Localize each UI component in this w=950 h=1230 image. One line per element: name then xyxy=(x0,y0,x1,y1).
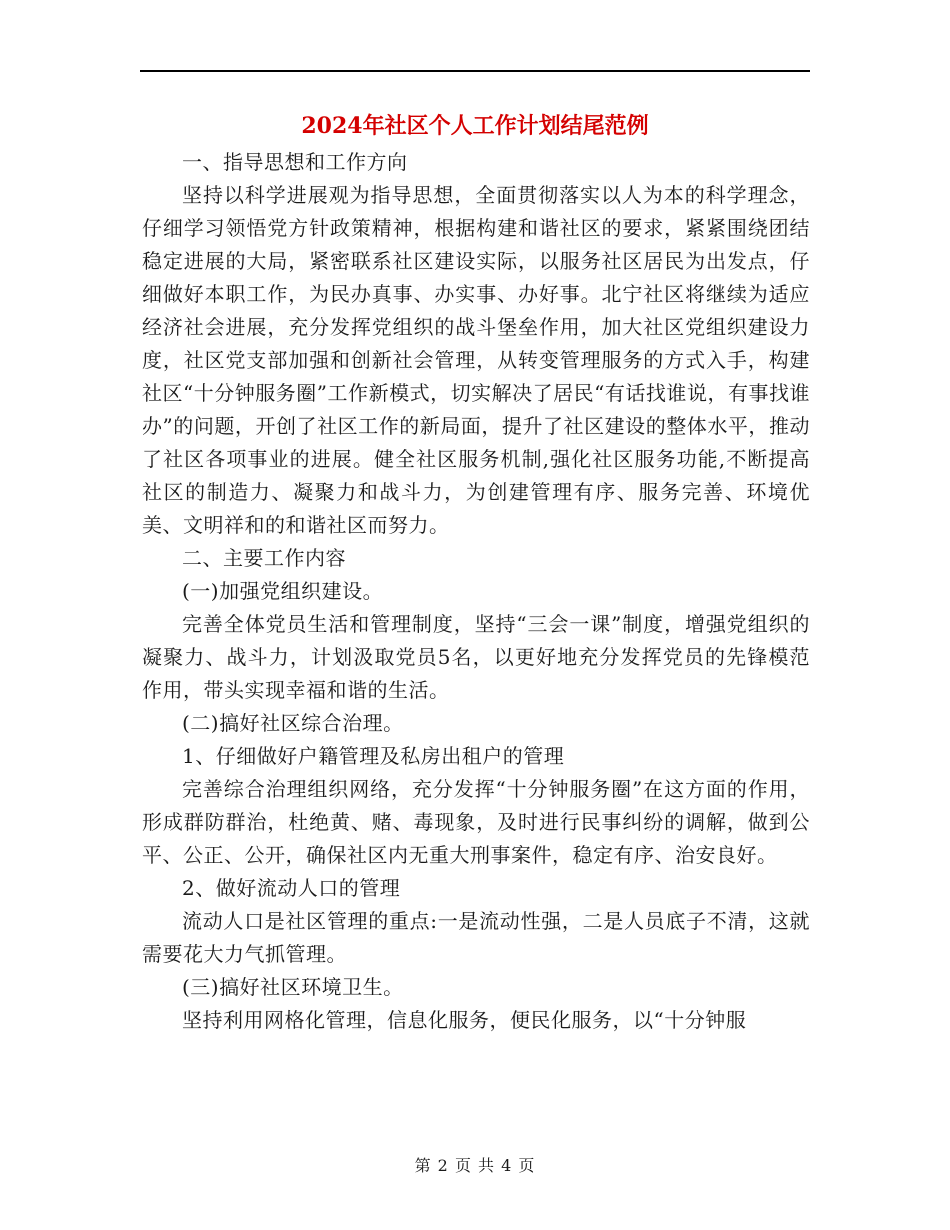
section-heading: 一、指导思想和工作方向 xyxy=(182,150,408,174)
subsection-heading: (二)搞好社区综合治理。 xyxy=(182,711,404,735)
document-title: 2024年社区个人工作计划结尾范例 xyxy=(301,113,649,139)
document-body xyxy=(142,146,810,1037)
body-paragraph: 完善全体党员生活和管理制度，坚持“三会一课”制度，增强党组织的凝聚力、战斗力，计划汲取党员5名，以更好地充分发挥党员的先锋模范作用，带头实现幸福和谐的生活。 xyxy=(142,612,810,702)
subsection-heading: (一)加强党组织建设。 xyxy=(182,579,384,603)
body-paragraph: 流动人口是社区管理的重点:一是流动性强，二是人员底子不清，这就需要花大力气抓管理。 xyxy=(142,909,810,966)
item-heading: 2、做好流动人口的管理 xyxy=(182,876,401,900)
section-heading: 二、主要工作内容 xyxy=(182,546,346,570)
body-paragraph: 坚持以科学进展观为指导思想，全面贯彻落实以人为本的科学理念，仔细学习领悟党方针政策精神，根据构建和谐社区的要求，紧紧围绕团结稳定进展的大局，紧密联系社区建设实际，以服务社区居民为出发点，仔细做好本职工作，为民办真事、办实事、办好事。北宁社区将继续为适应经济社会进展，充分发挥党组织的战斗堡垒作用，加大社区党组织建设力度，社区党支部加强和创新社会管理，从转变管理服务的方式入手，构建社区“十分钟服务圈”工作新模式，切实解决了居民“有话找谁说，有事找谁办”的问题，开创了社区工作的新局面，提升了社区建设的整体水平，推动了社区各项事业的进展。健全社区服务机制,强化社区服务功能,不断提高社区的制造力、凝聚力和战斗力，为创建管理有序、服务完善、环境优美、文明祥和的和谐社区而努力。 xyxy=(142,183,810,537)
page-number-footer: 第 2 页 共 4 页 xyxy=(414,1156,536,1175)
header-rule xyxy=(140,70,810,72)
item-heading: 1、仔细做好户籍管理及私房出租户的管理 xyxy=(182,744,565,768)
subsection-heading: (三)搞好社区环境卫生。 xyxy=(182,975,404,999)
body-paragraph: 坚持利用网格化管理，信息化服务，便民化服务，以“十分钟服 xyxy=(182,1008,747,1032)
body-paragraph: 完善综合治理组织网络，充分发挥“十分钟服务圈”在这方面的作用，形成群防群治，杜绝黄、赌、毒现象，及时进行民事纠纷的调解，做到公平、公正、公开，确保社区内无重大刑事案件，稳定有序、治安良好。 xyxy=(142,777,810,867)
